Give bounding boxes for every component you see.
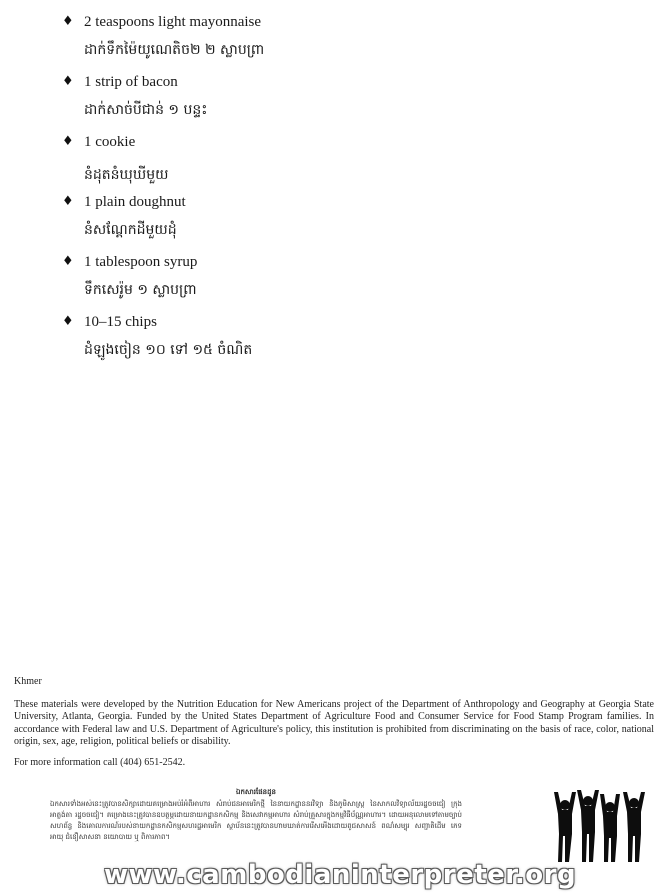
language-label: Khmer	[14, 676, 42, 687]
watermark: www.cambodianinterpreter.org	[104, 860, 577, 890]
item-english: 1 tablespoon syrup	[84, 254, 198, 270]
funding-statement: These materials were developed by the Nutrition Education for New Americans project of the Department of Anthropology and Geography at Georgia State University, Atlanta, Georgia. Funded by the United States Department of Agriculture Food and Consumer Service for Food Stamp Program families. In accordance with Federal law and U.S. Department of Agriculture's policy, this institution is prohibited from discriminating on the basis of race, color, national origin, sex, age, religion, political beliefs or disability.	[14, 698, 654, 748]
diamond-bullet-icon: ♦	[62, 254, 74, 269]
list-item	[62, 12, 622, 72]
item-khmer: ដាក់ទឹកម៉ៃយូណេតិច២ ២ ស្លាបព្រា	[84, 42, 265, 58]
item-khmer: ដាក់សាច់បីជាន់ ១ បន្ទះ	[84, 102, 208, 118]
item-english: 1 strip of bacon	[84, 74, 178, 90]
list-item	[62, 192, 622, 252]
contact-info: For more information call (404) 651-2542.	[14, 756, 186, 768]
item-khmer: នំសណ្ដែកដីមួយដុំ	[84, 222, 177, 238]
diamond-bullet-icon: ♦	[62, 74, 74, 89]
diamond-bullet-icon: ♦	[62, 134, 74, 149]
list-item	[62, 72, 622, 132]
footer	[14, 676, 654, 770]
list-item	[62, 312, 622, 372]
diamond-bullet-icon: ♦	[62, 14, 74, 29]
list-item	[62, 132, 622, 192]
item-english: 1 plain doughnut	[84, 194, 186, 210]
food-list	[62, 12, 622, 372]
khmer-notice-body: ឯកសារទាំងអស់នេះត្រូវបានសិក្សាដោយគម្រោងអប់រំអំពីអាហារ សំរាប់ជនអាមេរិកថ្មី នៃនាយកដ្ឋាននរវិទ្យា និងភូមិសាស្ត្រ នៃសាកលវិទ្យាល័យរដ្ឋចចជៀ ក្រុងអាត្លង់តា រដ្ឋចចជៀ។ គម្រោងនេះត្រូវបានឧបត្ថម្ភដោយនាយកដ្ឋានកសិកម្ម និងសេវាកម្មអាហារ សំរាប់គ្រួសារក្នុងកម្មវិធីប័ណ្ណអាហារ។ ដោយអនុលោមទៅតាមច្បាប់សហព័ន្ធ និងគោលការណ៍របស់នាយកដ្ឋានកសិកម្មសហរដ្ឋអាមេរិក ស្ថាប័ននេះត្រូវបានហាមឃាត់ការរើសអើងដោយពូជសាសន៍ ពណ៌សម្បុរ សញ្ជាតិដើម ភេទ អាយុ ជំនឿសាសនា នយោបាយ ឬ ពិការភាព។	[50, 800, 462, 841]
item-english: 10–15 chips	[84, 314, 157, 330]
item-english: 1 cookie	[84, 134, 136, 150]
item-english: 2 teaspoons light mayonnaise	[84, 14, 262, 30]
diamond-bullet-icon: ♦	[62, 314, 74, 329]
people-figures-icon	[552, 790, 652, 862]
item-khmer: ដំឡូងចៀន ១០ ទៅ ១៥ ចំណិត	[84, 342, 253, 358]
khmer-notice-title: ឯកសារផែនដូន	[236, 788, 276, 796]
item-khmer: នំដុតនំឃុឃីមួយ	[84, 167, 169, 183]
khmer-notice	[50, 787, 462, 843]
diamond-bullet-icon: ♦	[62, 194, 74, 209]
item-khmer: ទឹកសេរ៉ូម ១ ស្លាបព្រា	[84, 282, 197, 298]
list-item	[62, 252, 622, 312]
